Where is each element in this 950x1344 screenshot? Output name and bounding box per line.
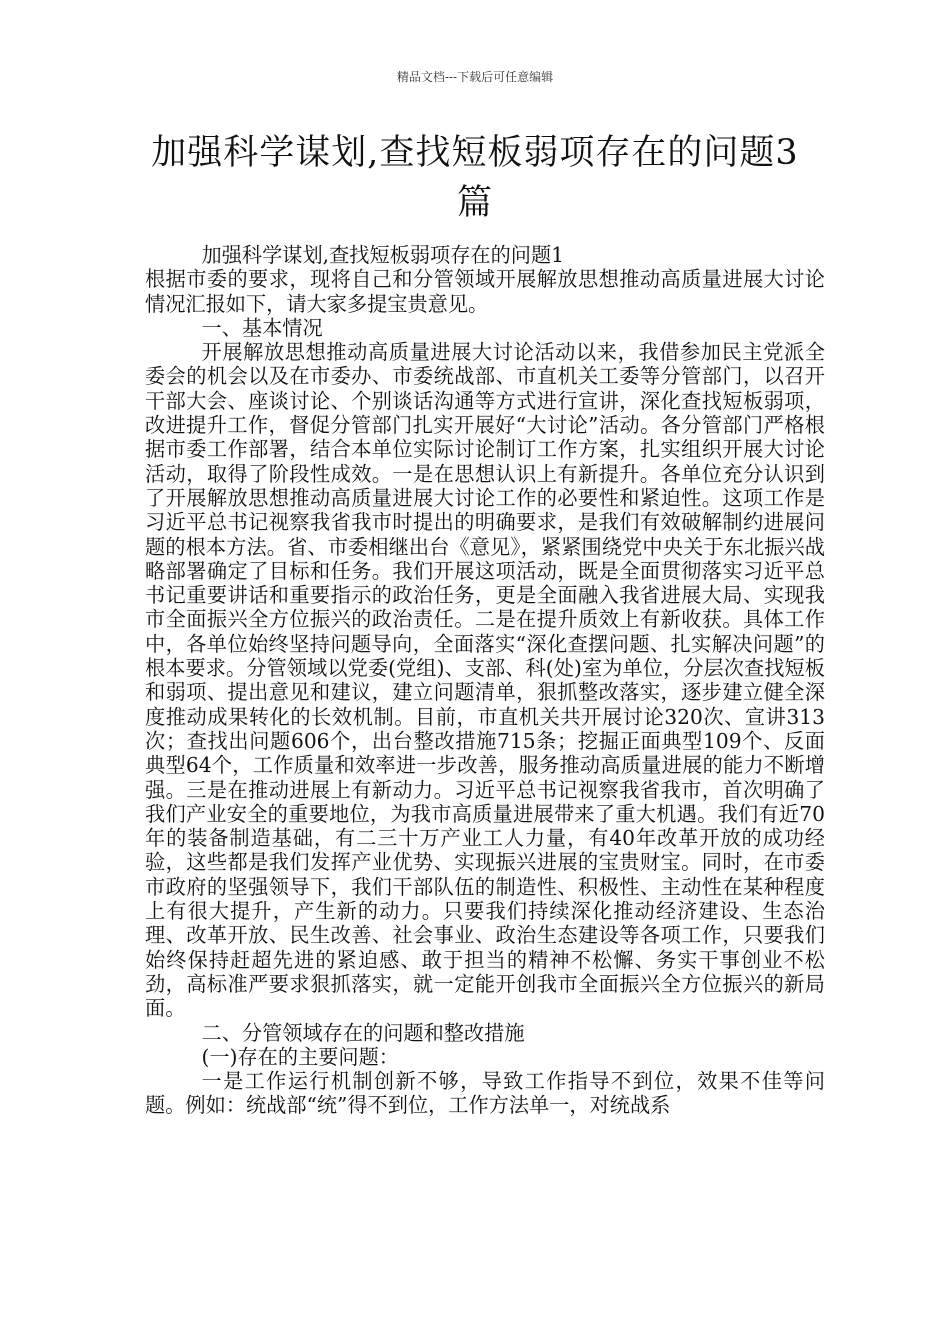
paragraph: 加强科学谋划,查找短板弱项存在的问题1 — [201, 243, 564, 267]
paragraph: 一、基本情况 — [201, 315, 323, 340]
paragraph: 二、分管领域存在的问题和整改措施 — [201, 1020, 525, 1045]
paragraph: 一是工作运行机制创新不够，导致工作指导不到位，效果不佳等问题。例如：统战部“统”得不到位，工作方法单一，对统战系 — [145, 1069, 825, 1118]
paragraph: 根据市委的要求，现将自己和分管领域开展解放思想推动高质量进展大讨论情况汇报如下，请大家多提宝贵意见。 — [145, 267, 825, 316]
paragraph: 开展解放思想推动高质量进展大讨论活动以来，我借参加民主党派全委会的机会以及在市委办、市委统战部、市直机关工委等分管部门，以召开干部大会、座谈讨论、个别谈话沟通等方式进行宣讲，深化查找短板弱项，改进提升工作，督促分管部门扎实开展好“大讨论”活动。各分管部门严格根据市委工作部署，结合本单位实际讨论制订工作方案，扎实组织开展大讨论活动，取得了阶段性成效。一是在思想认识上有新提升。各单位充分认识到了开展解放思想推动高质量进展大讨论工作的必要性和紧迫性。这项工作是习近平总书记视察我省我市时提出的明确要求，是我们有效破解制约进展问题的根本方法。省、市委相继出台《意见》，紧紧围绕党中央关于东北振兴战略部署确定了目标和任务。我们开展这项活动，既是全面贯彻落实习近平总书记重要讲话和重要指示的政治任务，更是全面融入我省进展大局、实现我市全面振兴全方位振兴的政治责任。二是在提升质效上有新收获。具体工作中，各单位始终坚持问题导向，全面落实“深化查摆问题、扎实解决问题”的根本要求。分管领域以党委(党组)、支部、科(处)室为单位，分层次查找短板和弱项、提出意见和建议，建立问题清单，狠抓整改落实，逐步建立健全深度推动成果转化的长效机制。目前，市直机关共开展讨论320次、宣讲313次；查找出问题606个，出台整改措施715条；挖掘正面典型109个、反面典型64个，工作质量和效率进一步改善，服务推动高质量进展的能力不断增强。三是在推动进展上有新动力。习近平总书记视察我省我市，首次明确了我们产业安全的重要地位，为我市高质量进展带来了重大机遇。我们有近70年的装备制造基础，有二三十万产业工人力量，有40年改革开放的成功经验，这些都是我们发挥产业优势、实现振兴进展的宝贵财宝。同时，在市委市政府的坚强领导下，我们干部队伍的制造性、积极性、主动性在某种程度上有很大提升，产生新的动力。只要我们持续深化推动经济建设、生态治理、改革开放、民生改善、社会事业、政治生态建设等各项工作，只要我们始终保持赶超先进的紧迫感、敢于担当的精神不松懈、务实干事创业不松劲，高标准严要求狠抓落实，就一定能开创我市全面振兴全方位振兴的新局面。 — [145, 340, 825, 1021]
document-body — [145, 243, 825, 1118]
document-title: 加强科学谋划,查找短板弱项存在的问题3篇 — [151, 133, 799, 223]
paragraph: (一)存在的主要问题： — [201, 1044, 399, 1069]
header-note: 精品文档---下载后可任意编辑 — [396, 70, 554, 84]
